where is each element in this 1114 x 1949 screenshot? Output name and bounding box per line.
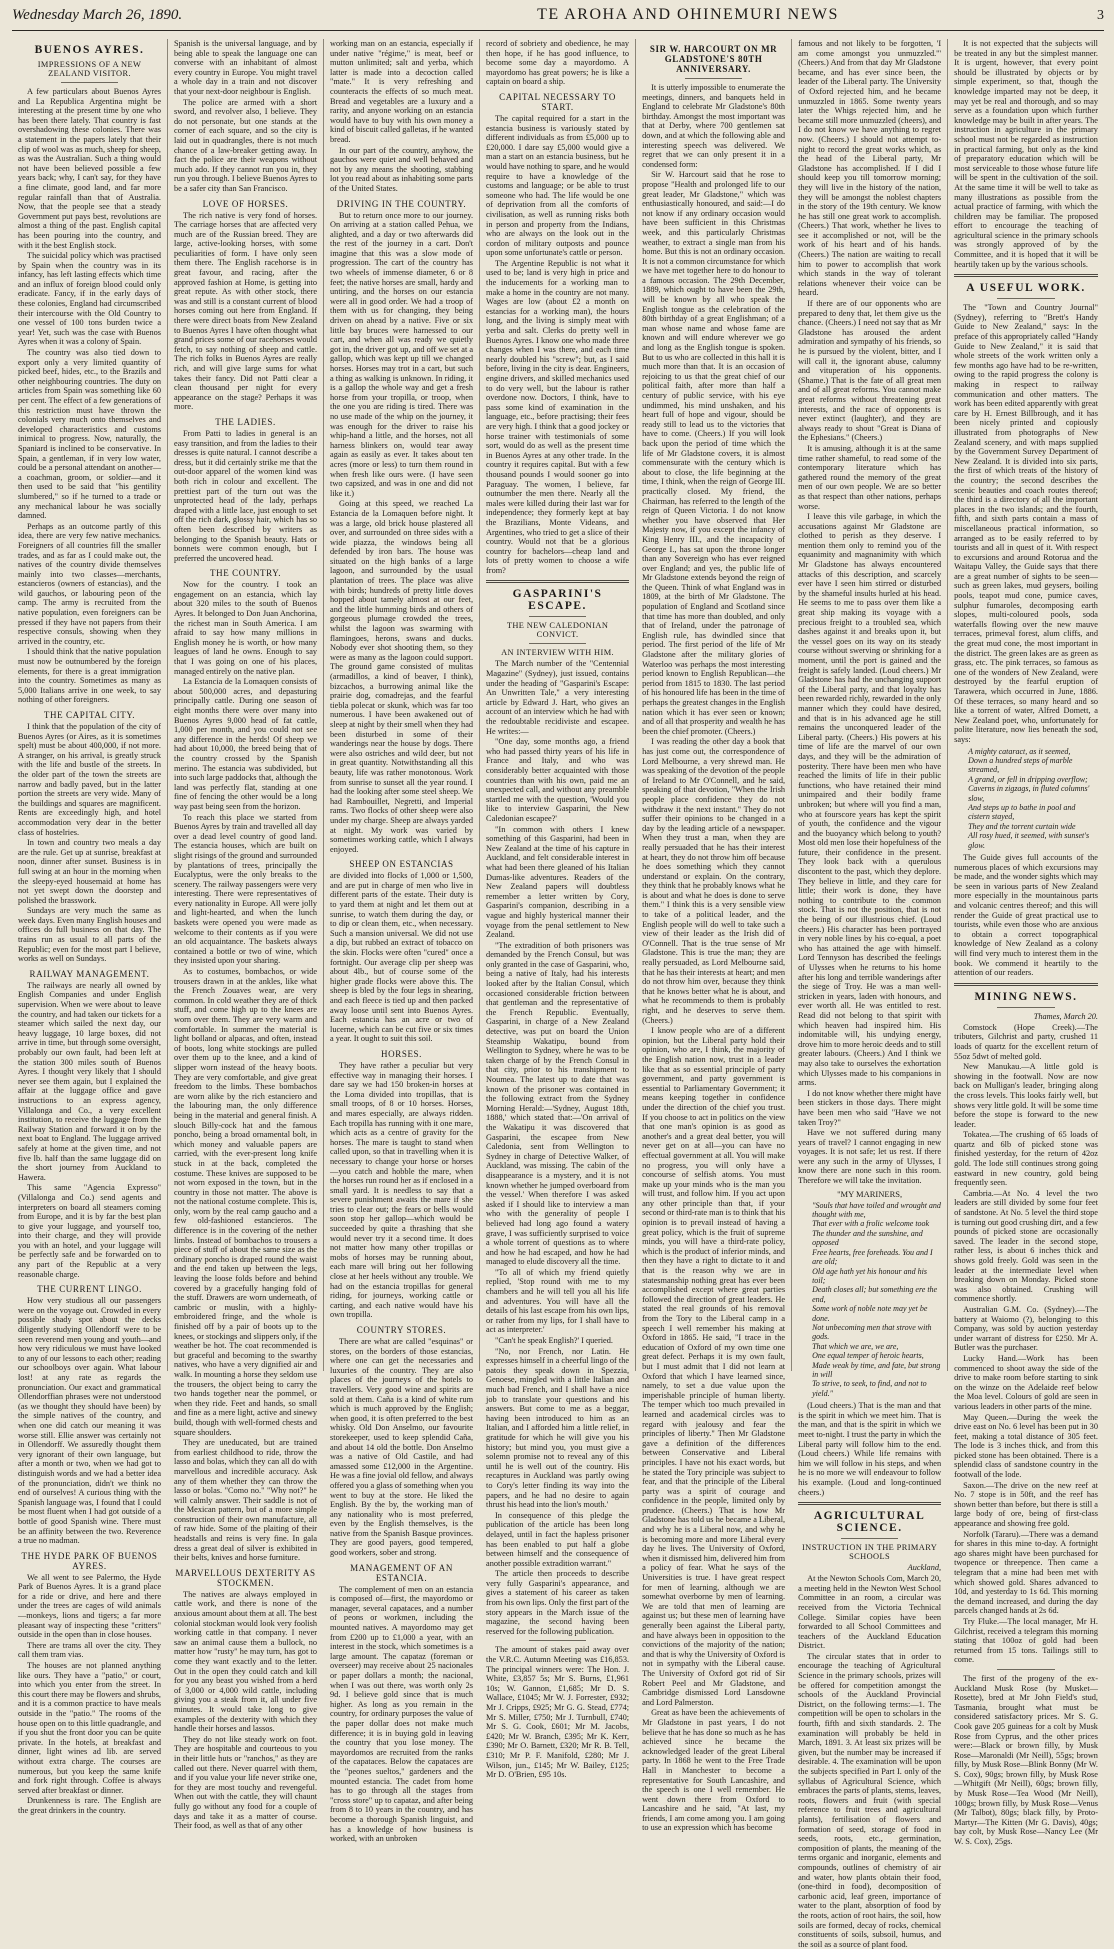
paragraph: "The extradition of both prisoners was demanded by the French Consul, but was only granted in the case of Gasparini, who, being a native of Italy, had his interests looked after by the Italian Consul, which occasioned considerable friction between that gentleman and the representative of the French Republic. Eventually, Gasparini, in charge of a New Zealand detective, was put on board the Union Steamship Wakatipu, bound from Wellington to Sydney, where he was to be taken charge of by the French Consul in that city, prior to his transhipment to Noumea. The latest up to date that was known of the prisoner was contained in the following extract from the Sydney Morning Herald:—'Sydney, August 18th, 1888,' which stated that:—'On arrival of the Wakatipu it was discovered that Gasparini, the escapee from New Caledonia, sent from Wellington to Sydney in charge of Detective Walker, of Auckland, was missing. The cabin of the disappearance is a mystery, and it is not known whether he jumped overboard from the vessel.' When therefore I was asked asked if I should like to interview a man who with the generality of people I believed had long ago found a watery grave, I was sufficiently surprised to voice a whole torrent of questions as to where and how he had escaped, and how he had managed to elude discovery all the time. <box>486 940 630 1267</box>
section-head: MANAGEMENT OF AN ESTANCIA. <box>350 1562 454 1583</box>
paragraph: Have we not suffered during many years of travel? I cannot engaging in new voyages. It is not safe; let us rest. If there were any such in the army of Ulysses, I know there are none such in this room. Therefore we will take the invitation. <box>798 1128 942 1186</box>
paragraph: record of sobriety and obedience, he may then hope, if he has good influence, to become some day a mayordomo. A mayordomo has great powers; he is like a captain on board a ship. <box>486 39 630 87</box>
paragraph: The circular states that in order to encourage the teaching of Agricultural Science in the primary schools, prizes will be offered for competition amongst the schools of the Auckland Provincial District, on the following terms:—1. The competition will be open to scholars in the fourth, fifth and sixth standards. 2. The examination will probably be held in March, 1891. 3. At least six prizes will be given, but the number may be increased if desirable. 4. The examination will be upon the subjects specified in Part I. only of the syllabus of Agricultural Science, which embraces the parts of plants, stems, leaves, roots, flowers and fruit (with special reference to fruit trees and agricultural plants), fertilisation of flowers and formation of seed, storage of food in seeds, roots, etc., germination, composition of plants, the meaning of the terms organic and inorganic, elements and compounds, outlines of chemistry of air and water, how plants obtain their food, (one-third in food), decomposition of carbonic acid, leaf green, importance of water to the plant, absorption of food by the roots, action of root hairs, the soil, how soils are formed, decay of rocks, chemical constituents of soils, subsoil, humus, and the soil as a source of plant food. <box>798 1651 942 1949</box>
divider <box>529 616 586 617</box>
section-head: THE CURRENT LINGO. <box>37 1284 142 1295</box>
paragraph: Saxon.—The drive on the new reef at No. 7 stope is in 50ft, and the reef has shown better than before, but there is still a large body of ore, being of first-class appearance and showing free gold. <box>954 1480 1098 1529</box>
paragraph: There are what are called "esquinas" or stores, on the borders of those estancias, where one can get the necessaries and luxuries of the country. They are also places of the journeys of the hotels to travellers. Very good wine and spirits are sold at them. Caña is a kind of white rum which is much approved by the English; when good, it is often preferred to the best whisky. Old Don Anselmo, our favourite storekeeper, used to keep splendid Caña, and about 14 old the bottle. Don Anselmo was a native of Old Castile, and had amassed some £12,000 in the Argentine. He was a fine jovial old fellow, and always offered you a glass of something when you went to buy at the store. He liked the English. By the by, the working man of any nationality who is most preferred, even by the English themselves, is the native from the Spanish Basque provinces. They are good payers, good tempered, good workers, sober and strong. <box>330 1337 474 1558</box>
paragraph: The railways are nearly all owned by English Companies and under English supervision. When we were about to leave the country, and had taken our tickets for a steamer which sailed the next day, our heavy luggage, 10 large boxes, did not arrive in time, but through some oversight, probably our own fault, had been left at the station 300 miles south of Buenos Ayres. I thought very likely that I should never see them again, but I explained the affair at the luggage office and gave instructions to an express agency, Villalonga and Co., a very excellent institution, to receive the luggage from the Railway Station and forward it on by the next boat to England. The luggage arrived safely at home at the given time, and not five lb. half than the same luggage did on the short journey from Auckland to Hawera. <box>18 980 162 1182</box>
paragraph: This same "Agencia Expresso" (Villalonga and Co.) send agents and interpreters on board all steamers coming from Europe, and it is by far the best plan to give your luggage, and yourself too, into their charge, and they will provide you with an hotel, and your luggage will be perfectly safe and be forwarded on to any part of the Republic at a very reasonable charge. <box>18 1183 162 1279</box>
paragraph: As to costumes, bombachos, or wide trousers drawn in at the ankles, like what the French Zouaves wear, are very common. In cold weather they are of thick stuff, and come high up to the knees are worn over them. They are very warm and comfortable. In summer the material is light bolland or alpacas, and often, instead of boots, long white stockings are pulled over them up to the knee, and a kind of slipper worn instead of the heavy boots. They are very comfortable, and give great freedom to the limbs. These bombachos are worn alike by the rich estanciero and the labouring man, the only difference being in the material and general finish. A slouch Billy-cock hat and the famous poncho, being a broad ornamental bolt, in which money and valuable papers are carried, with the ever-present long knife stuck in at the back, completed the costume. These knives are supposed to be not worn exposed in the town, but in the country in those not matter. The above is not the national costume complete. This is, only, worn by the real camp gaucho and a few old-fashioned estancieros. The difference is in the covering of the nether limbs. Instead of bombachos to trousers a piece of stuff of about the same size as the ordinary poncho is draped round the waist and the end taken up between the legs, leaving the loose folds before and behind covered by a gracefully hanging fold of the stuff. Drawers are worn underneath, of cambric or muslin, with a highly-embroidered fringe, and the whole is finished off by a pair of boots up to the knees, or stockings and slippers only, if the weather be hot. The coat recommended is but graceful and becoming to the swarthy natives, who have a very dignified air and walk. In mounting a horse they seldom use the trousers, the object being to carry the two hands together near the pommel, or when they ride. Feet and hands, so small and fine as a mere light, active and sinewy build, though with well-formed chests and square shoulders. <box>174 967 318 1437</box>
paragraph: Tokatea.—The crushing of 65 loads of quartz and 6lb of picked stone was finished yesterday, for the return of 42oz gold. The lode still continues strong going eastward in new country, gold being frequently seen. <box>954 1130 1098 1188</box>
column-6 <box>792 39 948 1949</box>
paragraph: La Estancia de la Lomaquen consists of about 500,000 acres, and depasturing principally cattle. During one season of eight months there were over many into Buenos Ayres 9,000 head of fat cattle, 1,000 per month, and you could not see any difference in the herds! Of sheep we had about 10,000, the breed being that of the country crossed by the Spanish merino. The estancia was subdivided, but into such large paddocks that, although the land was perfectly flat, standing at one fine of fencing the other would be a long way past being seen from the horizon. <box>174 677 318 811</box>
paragraph: The first of the progeny of the ex-Auckland Musk Rose (by Musket—Rosette), bred at Mr John Field's stud, Tasmania, brought what must be considered satisfactory prices. Mr S. G. Cook gave 205 guineas for a colt by Musk Rose from Cyprus, and the other prices were:—Black or brown filly, by Musk Rose—Maronaldi (Mr Neill), 55gs; brown filly, by Musk Rose—Blink Bonny (Mr W. S. Cox), 90gs; brown filly, by Musk Rose—Whitgift (Mr Neill), 60gs; brown filly, by Musk Rose—Tea Wood (Mr Neill), 100gs; brown filly, by Musk Rose—Venus (Mr Talbot), 80gs; black filly, by Proto-Martyr—The Kitten (Mr G. Davis), 40gs; bay colt, by Musk Rose—Nancy Lee (Mr W. S. Cox), 25gs. <box>954 1673 1098 1847</box>
paragraph: are divided into flocks of 1,000 or 1,500, and are put in charge of men who live in different parts of the estate. Their duty is to yard them at night and let them out at sunrise, to watch them during the day, or to dip or clean them, etc., when necessary. Such a mansion universal. We did not use a dip, but rubbed an extract of tobacco on the skin. Flocks were often "cured" once a fortnight. Our average clip per sheep was about 4lb., but of course some of the higher grade flocks were above this. The sheep is bled by the four legs in shearing, and each fleece is tied up and then packed away loose until sent into Buenos Ayres. Each estancia has an acre or two of lucerne, which can be cut five or six times a year. It ought to suit this soil. <box>330 871 474 1044</box>
subhead-impressions: IMPRESSIONS OF A NEW ZEALAND VISITOR. <box>37 60 142 78</box>
newspaper-title: TE AROHA AND OHINEMURI NEWS <box>537 6 839 23</box>
divider <box>954 274 1098 277</box>
subhead: INSTRUCTION IN THE PRIMARY SCHOOLS <box>801 1543 938 1562</box>
subhead: AN INTERVIEW WITH HIM. <box>501 648 615 658</box>
poem-verse: A mighty cataract, as it seemed, Down a hundred steps of marble streamed, A grand, or fell in dripping overflow; Caverns in zigzags, in fluted columns' slow, And steps up to bathe in pool and cistern stayed, They and the torrent curtain wide All rosy hued, it seemed, with sunset's glow. <box>968 746 1090 850</box>
paragraph: I think that the population of the city of Buenos Ayres (or Aires, as it is sometimes spelt) must be about 400,000, if not more. A stranger, on his arrival, is greatly struck with the life and bustle of the streets. In the older part of the town the streets are narrow and badly paved, but in the latter portion the streets are very wide. Many of the buildings and squares are magnificent. Rents are exceedingly high, and hotel accommodation very dear in the better class of hostelries. <box>18 722 162 837</box>
paragraph: The Guide gives full accounts of the numerous places of which excursions may be made, and the wonder sights which may be seen in various parts of New Zealand more especially in the mountainous parts and volcanic centres thereof; and this will render the Guide of great practical use to tourists, while even those who are anxious to obtain a correct topographical knowledge of New Zealand as a colony will find very much to interest them in the book. We commend it heartily to the attention of our readers. <box>954 853 1098 978</box>
section-head: THE CAPITAL CITY. <box>43 710 136 720</box>
paragraph: The suicidal policy which was practised by Spain when the country was in its infancy, has left lasting effects which time and an influx of foreign blood could only eradicate. Fancy, if in the early days of these colonies, England had circumscribed their intercourse with the Old Country to one vessel of 100 tons burden twice a year! Yet, such was the case with Buenos Ayres when it was a colony of Spain. <box>18 251 162 347</box>
headline-buenos-ayres: BUENOS AYRES. <box>34 44 145 56</box>
paragraph: It is not expected that the subjects will be treated in any but the simplest manner. It is urgent, however, that every point should be illustrated by objects or by simple experiment, so that, though the knowledge imparted may not be deep, it may yet be real and thorough, and so may serve as a foundation upon which further knowledge may be built in after years. The instruction in agriculture in the primary school must not be regarded as instruction in practical farming, but only as the kind of preparatory education which will be most serviceable to those whose future life will be spent in the cultivation of the soil. At the same time it will be well to take as many illustrations as possible from the actual practice of farming, with which the children may be familiar. The proposed effort to encourage the teaching of agricultural science in the primary schools was strongly approved of by the Committee, and it is hoped that it will be heartily taken up by the various schools. <box>954 39 1098 269</box>
section-head: HORSES. <box>381 1048 423 1059</box>
column-1 <box>12 39 168 1815</box>
section-head: LOVE OF HORSES. <box>202 198 289 209</box>
paragraph: "Can't he speak English?' I queried. <box>495 1336 613 1346</box>
paragraph: Australian G.M. Co. (Sydney).—The battery at Waiomo (?), belonging to this Company, was sold by auction yesterday under warrant of distress for £250. Mr A. Butler was the purchaser. <box>954 1304 1098 1353</box>
paragraph: The rich native is very fond of horses. The carriage horses that are affected very much are of the Russian breed. They are large, active-looking horses, with some peculiarities of form. I have only seen them there. The English racehorse is in great favour, and racing, after the approved fashion at Home, is getting into great repute. As with other stock, there was and still is a constant current of blood horses coming out here from England. If there were direct boats from New Zealand to Buenos Ayres I have often thought what grand prices some of our racehorses would fetch, to say nothing of sheep and cattle. The rich folks in Buenos Ayres are really rich, and will give large sums for what takes their fancy. Did not Patti clear a clean thousand per night for every appearance on the stage? Perhaps it was more. <box>174 210 318 412</box>
section-head: THE LADIES. <box>215 416 276 427</box>
paragraph: I leave this vile garbage, in which the accusations against Mr Gladstone are clothed to perish as they deserve. I mention them only to remind you of the equanimity and magnanimity with which Mr Gladstone has always encountered attacks of this description, and scarcely ever have I seen him stirred or disturbed by the shameful insults hurled at his head. He seems to me to pass over them like a great ship making its voyage with a precious freight to a troubled sea, which dashes against it and breaks upon it, but the vessel goes on its way on its steady course without swerving or shrinking for a moment, until the port is gained and the freight is safely landed. (Loud cheers.) Mr Gladstone has had the unchanging support of the Liberal party, and that loyalty has been rewarded richly, rewarded in the only manner which they could have desired, and that is in his advanced age he still remains the unconquered leader of the Liberal party. (Cheers.) His powers at his time of life are the marvel of our own days, and they will be the admiration of posterity. There have been men who have reached the limits of life in their public functions, who have retained their mind unimpaired and their bodily frame unbroken; but where will you find a man, who at fourscore years has kept the spirit of youth, the confidence and the vigour and the buoyancy which belong to youth? Most old men lose their hopefulness of the future, their confidence in the present. They look back with a querulous discontent to the past, which they deplore. They believe in little, and they care for little; their work is done, they have nothing to contribute to the common stock. That is not the position, that is not the being of our illustrious chief. (Loud cheers.) His character has been portrayed in very noble lines by his co-equal, a poet who has attained the age with himself. Lord Tennyson has described the feelings of Ulysses when he returns to his home after his long and terrible wanderings after the siege of Troy. He was a man well-stricken in years, laden with honours, and ever worth all. He was entitled to rest. Read did not belong to that spirit with which heaven had inspired him. His indomitable will, his undying energy, drove him to more heroic deeds and to still greater labours. (Cheers.) And I think we may also take to ourselves the exhortation which Ulysses made to his companions in arms. <box>798 512 942 1088</box>
column-container <box>12 39 1104 1949</box>
paragraph: A few particulars about Buenos Ayres and La Republica Argentina might be interesting at the present time by one who has been there lately. That country is fast overshadowing these colonies. There was a statement in the papers lately that their clip of wool was as much, sheep for sheep, as was the Australian. Such a thing would not have been believed possible a few years back; why, I can't say, for they have a fine climate, good land, and far more regular rainfall than that of Australia. Now, that the people see that a steady Government put pays best, revolutions are almost a thing of the past. English capital has been pouring into the country, and with it the best English stock. <box>18 87 162 250</box>
paragraph: The amount of stakes paid away over the V.R.C. Autumn Meeting was £16,853. The principal winners were: The Hon. J. White, £3,857 5s; Mr S. Burns, £1,961 10s; W. Gannon, £1,685; Mr D. S. Wallace, £1045; Mr W. J. Forrester, £932; Mr J. Cripps, £925; Mr G. G. Stead, £774; Mr S. Miller, £750; Mr J. Turnbull, £740; Mr S. G. Cook, £601; Mr M. Jacobs, £420; Mr W. Branch, £395; Mr K. Kerr, £390; Mr O. Barnett, £320; Mr R. B. Tell, £310; Mr P. F. Manifold, £280; Mr J. Wilson, jun., £145; Mr W. Bailey, £125; Mr D. O'Brien, £95 10s. <box>486 1645 630 1780</box>
column-7 <box>948 39 1104 1847</box>
divider <box>529 643 586 644</box>
paragraph: How very studious all our passengers were on the voyage out. Crowded in every possible shady spot about the decks diligently studying Ollendorff were to be seen reverend men young and youth—and how very ridiculous we must have looked to any of our lessons to each other; reading our schoolboys over again. What labour lost! at any rate as regards the pronunciation. Our exact and grammatical Ollendorffian phrases were not understood (as we thought they should have been) by the simple natives of the country, and when one did catch our meaning it was worse still. Ellie answer was certainly not in Ollendorff. We assuredly thought them very ignorant of their own language, but after a month or two, when we had got to distinguish words and we had a better idea of the pronunciation, didn't we think no end of ourselves! A curious thing with the Spanish language was, I found that I could be most fluent when I had got outside of a bottle of good Spanish wine. There must be an affinity between the two. Reverence a true no madman. <box>18 1296 162 1546</box>
masthead <box>12 6 1104 31</box>
divider <box>997 1007 1055 1008</box>
section-head: DRIVING IN THE COUNTRY. <box>336 198 467 209</box>
section-head: CAPITAL NECESSARY TO START. <box>499 91 616 112</box>
headline-gasparini: GASPARINI'S ESCAPE. <box>512 588 603 613</box>
paragraph: Going at this speed, we reached La Estancia de la Lomaquen before night. It was a large, old brick house plastered all over, and surrounded on three sides with a wide piazza, the windows being all defended by iron bars. The house was situated on the high banks of a large lagoon, and surrounded by the usual plantation of trees. The place was alive with birds; hundreds of pretty little doves hopped about tamely almost at our feet, and the little humming birds and others of gorgeous plumage crowded the trees, whilst the lagoon was swarming with flamingoes, herons, swans and ducks. Nobody ever shot shooting them, so they were as many as the lagoon could support. The ground game consisted of mulitas (armadillos, a kind of beaver, I think), bizcachos, a burrowing animal like the prairie dog, comadrejas, and the fearful tiebla polecat or skunk, which was far too numerous. I have been awakened out of sleep at night by their smell when they had been disturbed in some of their wanderings near the house by dogs. There were also ostriches and wild deer, but not in great quantity. Notwithstanding all this beauty, life was rather monotonous. Work from sunrise to sunset all the year round. I had the looking after some steel sheep. We had Rambouillet, Negretti, and Imperial rams. Two flocks of other sheep were also under my charge. Sheep are always yarded at night. My work was varied by sometimes working cattle, which I always enjoyed. <box>330 499 474 854</box>
paragraph: Sir W. Harcourt said that he rose to propose "Health and prolonged life to our great leader, Mr Gladstone," which was enthusiastically honoured, and said:—I do not know if any ordinary occasion would have been sufficient in this Christmas week, and this particularly Christmas weather, to extract a single man from his home. But this is not an ordinary occasion. It is not a common circumstance for which we have met together here to do honour to a famous occasion. The 29th December, 1889, which ought to have been the 29th, will be known by all who speak the English tongue as the celebration of the 80th birthday of a great Englishman; of a man whose name and whose fame are known and will endure wherever we go and long as the English tongue is spoken. But to us who are collected in this hall it is much more than that. It is an occasion of rejoicing to us that the great chief of our political faith, after more than half a century of public service, with his eye undimmed, his mind unshaken, and his heart full of hope and vigour, should be ready still to lead us to the victories that have to come. (Cheers.) If you will look back upon the period of time which the life of Mr Gladstone covers, it is almost commensurate with the century which is about to close, the life beginning at the time, I think, when the reign of George III. practically closed. My friend, the Chairman, has referred to the length of the reign of Queen Victoria. I do not know whether you have observed that Her Majesty now, if you except the infancy of King Henry III., and the incapacity of George I., has sat upon the throne longer than any Sovereign who has ever reigned over England; and yes, the public life of Mr Gladstone extends beyond the reign of the Queen. Think of what England was in 1809, at the birth of Mr Gladstone. The population of England and Scotland since that time has more than doubled, and only that of Ireland, under the patronage of English rule, has dwindled since that period. The first period of the life of Mr Gladstone after the military glories of Waterloo was perhaps the most interesting period known to English Republican—the period from 1815 to 1830. The last period of his honoured life has been in the time of perhaps the greatest changes in the English nation which it has ever seen or known; and of all that prosperity and wealth he has been the chief promoter. (Cheers.) <box>642 170 786 736</box>
divider <box>61 82 118 83</box>
divider <box>798 1502 941 1505</box>
paragraph: Perhaps as an outcome partly of this idea, there are very few native mechanics. Foreigners of all countries fill the smaller trades, and as far as I could make out, the natives of the country divide themselves mainly into two classes—merchants, estancieros (owners of estancias), and the wild gauchos, or labouring peon of the camp. The army is recruited from the native population, even foreigners can be pressed if they have not papers from their respective consuls, showing when they arrived in the country, etc. <box>18 521 162 646</box>
poem-heading: "MY MARINERS, <box>837 1188 903 1199</box>
section-head: MARVELLOUS DEXTERITY AS STOCKMEN. <box>175 1567 316 1588</box>
column-3 <box>324 39 480 1844</box>
column-5 <box>636 39 792 1833</box>
paragraph: I should think that the native population must now be outnumbered by the foreign elements, for there is a great immigration into the country. Sometimes as many as 5,000 Italians arrive in one week, to say nothing of other foreigners. <box>18 647 162 705</box>
headline-useful-work: A USEFUL WORK. <box>966 282 1086 295</box>
paragraph: Comstock (Hope Creek).—The tributers, Gilchrist and party, crushed 11 loads of quartz for the excellent return of 55oz 5dwt of melted gold. <box>954 1022 1098 1061</box>
paragraph: In consequence of this pledge the publication of the article has been long delayed, until in fact the hapless prisoner has been enabled to put half a globe between himself and the consequence of another possible extradition warrant." <box>486 1510 630 1568</box>
paragraph: "To all of which my friend quietly replied, 'Stop round with me to my chambers and he will tell you all his life and adventures. You will have all the details of his last escape from his own lips, or rather from my lips, for I shall have to act as interpreter.' <box>486 1267 630 1335</box>
paragraph: I know people who are of a different opinion, but the Liberal party hold their opinion, who are, I think, the majority of the English nation now, trust in a leader like that as so essential principle of party government, and party government is essential to Parliamentary Government; it means keeping together in confidence under the direction of the chief you trust. If you choose to act in politics on the view that one man's opinion is as good as another's and a great deal better, you will never get on at all—you can have no effectual government at all. You will make no progress, you will only have a concourse of selfish atoms. You must make up your minds who is the man you will trust, and follow him. If you act upon any other principle than that, if your second or third-rate man is to think that his opinion is to prevail instead of having a great policy, which is the fruit of supreme minds, you will have a third-rate policy, which is the product of inferior minds, and then they have a right to dictate to it and that is the reason why we are in statesmanship nothing great has ever been accomplished except where great parties followed the direction of great leaders. He stated the real grounds of his removal from the Tory to the Liberal camp in a speech I well remember his making at Oxford in 1865. He said, "I trace in the education of Oxford of my own time one great defect. Perhaps it is my own fault, but I must admit that I did not learn at Oxford that which I have learned since, namely, to set a due value upon the imperishable principle of human liberty. The temper which too much prevailed in learned and academical circles was to regard with jealousy and fear the principles of liberty." Then Mr Gladstone gave a definition of the differences between Conservative and Liberal principles. I have not his exact words, but he stated the Tory principle was subject to fear, and that the principle of the Liberal party was a spirit of courage and confidence in the people, limited only by prudence. (Cheers.) That is how Mr Gladstone has told us he became a Liberal, and why he is a Liberal now, and why he is becoming more and more Liberal every day he lives. The University of Oxford, when it dismissed him, delivered him from a policy of fear. What he says of the Universities is true. I have great respect for men of learning, although we are somewhat overborne by men of learning. We are told that men of learning are against us; but these men of learning have generally been against the Liberal party, and have always been in opposition to the convictions of the majority of the nation; and that is why the University of Oxford is not in sympathy with the Liberal cause. The University of Oxford got rid of Sir Robert Peel and Mr Gladstone, and Cambridge dismissed Lord Lansdowne and Lord Palmerston. <box>642 1026 786 1707</box>
paragraph: The March number of the "Centennial Magazine" (Sydney), just issued, contains under the heading of "Gasparini's Escape: An Unwritten Tale," a very interesting article by Edward J. Hart, who gives an account of an interview which he had with the redoubtable recidiviste and escapee. He writes:— <box>486 659 630 736</box>
divider <box>685 78 742 79</box>
column-2 <box>168 39 324 1831</box>
paragraph: They are uneducated, but are trained from earliest childhood to ride, throw the lasso and bolas, which they can all do with marvellous and incredible accuracy. Ask any of them whether they can throw the lasso or bolas. "Como no." "Why not?" he will calmly answer. Their saddle is not of the Mexican pattern, but of a more simple construction of their own manufacture, all of raw hide. Some of the plaiting of their headstalls and reins is very fine. In gala dress a great deal of silver is exhibited in their belts, knives and horse furniture. <box>174 1438 318 1563</box>
paragraph: The police are armed with a short sword, and revolver also, I believe. They do not personate, but one stands at the corner of each square, and so the city is laid out in quadrangles, there is not much chance of a law-breaker getting away. In fact the police are their weapons without much ado. If they cannot run you in, they run you through. I believe Buenos Ayres to be a safer city than San Francisco. <box>174 97 318 193</box>
paragraph: "No, nor French, nor Latin. He expresses himself in a cheerful lingo of the patois they speak down in Spezzia, Genoese, mingled with a little Italian and much bad French, and I shall have a nice job to translate your questions and his answers. But come to me as a beggar, having been introduced to him as an Italian, and I afforded him a little relief, in gratitude for which he will give you his history; but mind you, you must give a solemn promise not to reveal any of this until he is well out of the country. His recaptures in Auckland was partly owing to Cory's letter finding its way into the papers, and he had no desire to again thrust his head into the lion's mouth.' <box>486 1346 630 1510</box>
paragraph: In town and country two meals a day are the rule. Get up at sunrise, breakfast at noon, dinner after sunset. Business is in full swing at an hour in the morning when the sleepy-eyed housemaid at home has not yet swept down the doorstep and polished the brasswork. <box>18 838 162 905</box>
divider <box>997 298 1055 299</box>
paragraph: I was reading the other day a book that has just come out, the correspondence of Lord Melbourne, a very shrewd man. He was speaking of the devotion of the people of Ireland to Mr O'Connell, and he said, speaking of that devotion, "When the Irish people place confidence they do not withdraw it the next instant." They do not suffer their opinions to be changed in a day by the leading article of a newspaper. When they trust a man, when they are really persuaded that he has their interest at heart, they do not throw him off because he does something which they cannot understand or explain. On the contrary, they think that he probably knows what he is about and what he does is done to serve them." I think this is a very sensible view to take of a political leader, and the English people will do well to take such a view of their leader as the Irish did of O'Connell. That is the true sense of Mr Gladstone. This is true the man; they are really persuaded, as Lord Melbourne said, that he has their interests at heart; and men do not throw him over, because they think that he knows better what he is about, and what he recommends to them is probably right, and he deserves to serve them. (Cheers.) <box>642 737 786 1025</box>
paragraph: The houses are not planned anything like ours. They have a "patio," or court, into which you enter from the street. In this court there may be flowers and shrubs, and it is a common practice to have meals outside in the "patio." The rooms of the house open on to this little quadrangle, and if you shut the front door you can be quite private. In the hotels, at breakfast and dinner, light wines ad lib. are served without extra charge. The courses are numerous, but you keep the same knife and fork right through. Coffee is always served after breakfast or dinner. <box>18 1661 162 1795</box>
paragraph: It is utterly impossible to enumerate the meetings, dinners, and banquets held in England to celebrate Mr Gladstone's 80th birthday. Amongst the most important was that at Derby, where 700 gentlemen sat down, and at which the following able and interesting speech was delivered. We regret that we can only present it in a condensed form: <box>642 83 786 169</box>
paragraph: New Manukau.—A little gold is showing in the footwall. Now are now back on Mulligan's leader, bringing along the cross levels. This looks fairly well, but shows very little gold. It will be some time before the stope is forward to the new leader. <box>954 1062 1098 1129</box>
paragraph: They have rather a peculiar but very effective way in managing their horses. I dare say we had 150 broken-in horses at the Loma divided into tropillas, that is small troops, of 8 or 10 horses. Horses, and mares especially, are always ridden. Each tropilla has running with it one mare, which acts as a centre of gravity for the horses. The mare is taught to stand when called upon, so that in travelling when it is necessary to change your horse or horses—you catch and hobble the mare, when the horses run round her as if enclosed in a small yard. It is needless to say that a severe punishment awaits the mare if she tries to clear out; the fears or bells would soon stop her gallop—which would be succeeded by quite a thrashing that she would never try it a second time. It does not matter how many other tropillas or mobs of horses may be running about, each mare will bring out her following close at her heels without any trouble. We had on the estancia tropillas for general riding, for journeys, working cattle or carting, and each native would have his own tropilla. <box>330 1060 474 1320</box>
paragraph: Drunkenness is rare. The English are the great drinkers in the country. <box>18 1796 162 1815</box>
section-head: RAILWAY MANAGEMENT. <box>29 968 150 979</box>
paragraph: May Queen.—During the week the drive east on No. 6 level has been put in 30 feet, making a total distance of 305 feet. The lode is 3 inches thick, and from this picked stone has been obtained. There is a splendid class of sandstone country in the footwall of the lode. <box>954 1412 1098 1480</box>
section-head: COUNTRY STORES. <box>356 1325 447 1335</box>
divider <box>841 1538 898 1539</box>
paragraph: At the Newton Schools Com, March 20, a meeting held in the Newton West School Committee in an room, a circular was received from the Victoria Technical College. Similar copies have been forwarded to all School Committees and teachers of the Auckland Education District. <box>798 1574 942 1651</box>
paragraph: Great as have been the achievements of Mr Gladstone in past years, I do not believe that he has done so much as he has achieved since he became the acknowledged leader of the great Liberal party. In 1868 he went to the Free Trade Hall in Manchester to become a representative for South Lancashire, and the speech is one I well remember. He went down there from Oxford to Lancashire and he said, "At last, my friends, I am come among you. I am going to use an expression which has become <box>642 1708 786 1833</box>
divider <box>486 580 629 583</box>
divider <box>529 1640 586 1641</box>
paragraph: The "Town and Country Journal" (Sydney), referring to "Brett's Handy Guide to New Zealand," says: In the preface of this appropriately called "Handy Guide to New Zealand," it is said that whole streets of the work written only a few months ago have had to be re-written, owing to the rapid progress the colony is making in respect to railway communication and other matters. The work has been edited apparently with great care by H. Ernest Billbrough, and it has been nicely printed and copiously illustrated from photographs of New Zealand scenery, and with maps supplied by the Government Survey Department of New Zealand. It is divided into six parts, the first of which treats of the history of the country; the second describes the scenic beauties and coach routes thereof; the third is a directory of all the important places in the two islands; and the fourth, fifth, and sixth parts contain a mass of miscellaneous practical information, so arranged as to be easily referred to by tourists and all in quest of it. With respect to excursions and around Rotorua and the Waitapu Valley, the Guide says that there are a great number of sights to be seen—such as green lakes, mud geysers, boiling pools, teapot mud cone, pumice caves, sulphur fumaroles, decomposing earth slopes, multi-coloured pools, soda waterfalls flowing over the new mauve terraces, primeval forest, alum cliffs, and the great mud cone, the most important in the district. The green lakes are as green as grass, etc. The pink terraces, so famous as one of the wonders of New Zealand, were destroyed by the fearful eruption of Tarawera, which occurred in June, 1886. Of these terraces, so many heard and so like a torrent of water, Alfred Domett, a New Zealand poet, who, unfortunately for polite literature, now lies beneath the sod, says: <box>954 303 1098 744</box>
paragraph: In our part of the country, anyhow, the gauchos were quiet and well behaved and not by any means the shooting, stabbing lot you read about as inhabiting some parts of the United States. <box>330 145 474 193</box>
paragraph: I do not know whether there might have been stickers in those days. There might have been men who said "Have we not taken Troy?" <box>798 1088 942 1127</box>
paragraph: We all went to see Palermo, the Hyde Park of Buenos Ayres. It is a grand place for a ride or drive, and here and there under the trees are cages of wild animals—monkeys, lions and tigers; a far more pleasant way of inspecting these "critters" outside in the open than in close houses. <box>18 1572 162 1640</box>
paragraph: The country was also tied down to export only a very limited quantity of picked beef, hides, etc., to the Brazils and other neighbouring countries. The duty on articles from Spain was something like 60 per cent. The effect of a few generations of this restriction must have thrown the colonials very much onto themselves and developed characteristics and customs inimical to progress. Now, naturally, the Spaniard is inclined to be conservative. In Spain, a gentleman, if in very low water, could be a personal attendant on another—a coachman, groom, or soldier—and it then used to be said that "his gentility slumbered," so if he turned to a trade or any mechanical labour he was socially damned. <box>18 348 162 521</box>
divider <box>954 983 1098 986</box>
paragraph: From Patti to ladies in general is an easy transition, and from the ladies to their dresses is quite natural. I cannot describe a dress, but it did certainly strike me that the out-door apparel of the women kind was both rich in colour and excellent. The prettiest part of the turn out was the unprotected head of the lady, perhaps draped with a little lace, just enough to set off the rich dark, glossy hair, which has so often been described by writers as belonging to the Spanish beauty. Hats or bonnets were common enough, but I preferred the uncovered head. <box>174 428 318 563</box>
paragraph: The Argentine Republic is not what it used to be; land is very high in price and the inducements for a working man to make a home in the country are not many. Wages are low (about £2 a month on estancias for a working man), the hours long, and the living is simply meat with yerba and salt. Clerks do pretty well in Buenos Ayres. I know one who made three changes when I was there, and each time nearly doubled his "screw"; but, as I said before, living in the city is dear. Engineers, engine drivers, and skilled mechanics used to do very well, but the labour is rather overdone now. Doctors, I think, have to pass some kind of examination in the language, etc., before practising; their fees are very high. I think that a good jockey or horse trainer with testimonials of some sort, would do as well as the present time in Buenos Ayres at any other trade. In the country it requires capital. But with a few thousand pounds I would sooner go into Paraguay. The women, I believe, far outnumber the men there. Nearly all the males were killed during their last war for independence; they formerly kept at bay the Brazilians, Monte Videans, and Argentines, who tried to get a slice of their country. Would not that be a glorious country for bachelors—cheap land and lots of pretty women to choose a wife from? <box>486 258 630 575</box>
paragraph: If there are of our opponents who are prepared to deny that, let them give us the chance. (Cheers.) I need not say that as Mr Gladstone has aroused the ardent admiration and sympathy of his friends, so he is pursued by the violent, bitter, and I will call it, the ignorant abuse, calumny and vituperation of his opponents. (Shame.) That is the fate of all great men and of all great reforms. You cannot make great reforms without threatening great interests, and the race of opponents is never extinct (laughter), and they are always ready to shout "Great is Diana of the Ephesians." (Cheers.) <box>798 299 942 443</box>
divider <box>997 1669 1055 1670</box>
dateline: Thames, March 20. <box>1033 1011 1098 1021</box>
paragraph: "One day, some months ago, a friend who had passed thirty years of his life in France and Italy, and who was considerably better acquainted with those countries than with his own, paid me an unexpected call, and without any preamble startled me with the question, 'Would you like to interview Gasparini, the New Caledonian escapee?' <box>486 737 630 823</box>
headline-harcourt: SIR W. HARCOURT ON MR GLADSTONE'S 80TH ANNIVERSARY. <box>649 44 778 74</box>
paragraph: The capital required for a start in the estancia business is variously stated by different individuals as from £5,000 up to £20,000. I dare say £5,000 would give a man a start on an estancia business, but he would have nothing to spare, and he would require to have a knowledge of the customs and language; or be able to trust someone who had. The life would be one of deprivation from all the comforts of civilisation, as well as running risks both in person and property from the Indians, who are always on the look out in the cordon of military outposts and pounce upon some unfortunate's cattle or person. <box>486 113 630 258</box>
paragraph: The article then proceeds to describe very fully Gasparini's appearance, and gives a statement of his career as taken from his own lips. Only the first part of the story appears in the March issue of the magazine, the second having been reserved for the following publication. <box>486 1569 630 1636</box>
headline-agricultural-science: AGRICULTURAL SCIENCE. <box>813 1510 926 1535</box>
column-4 <box>480 39 636 1780</box>
paragraph: Try Fluke.—The local manager, Mr H. Gilchrist, received a telegram this morning stating that 100oz of gold had been returned from 15 tons. Tailings still to come. <box>954 1616 1098 1665</box>
paragraph: Norfolk (Tararu).—There was a demand for shares in this mine to-day. A fortnight ago shares might have been purchased for twopence or threepence. Then came a telegram that a mine had been met with which showed gold. Shares advanced to 10d, and yesterday to 1s 6d. This morning the demand increased, and during the day parcels changed hands at 2s 6d. <box>954 1529 1098 1616</box>
page-number: 3 <box>1097 8 1104 23</box>
paragraph: (Loud cheers.) That is the man and that is the spirit in which we meet him. That is the man, and that is the spirit in which we meet to-night. I trust the party in which the Liberal party will follow him to the end. (Loud cheers.) While life remains with him we will follow in his steps, and when he is no more we will endeavour to follow his example. (Loud and long-continued cheers.) <box>798 1401 942 1497</box>
paragraph: There are trams all over the city. They call them tram vias. <box>18 1640 162 1660</box>
poem-verse: "Souls that have toiled and wrought and thought with me, That ever with a frolic welcome took The thunder and the sunshine, and opposed Free hearts, free foreheads. You and I are old; Old age hath yet his honour and his toil; Death closes all; but something ere the end, Some work of noble note may yet be done. Not unbecoming men that strove with gods. That which we are, we are, One equal temper of heroic hearts, Made weak by time, and fate, but strong in will To strive, to seek, to find, and not to yield." <box>812 1200 941 1398</box>
dateline: Auckland, <box>907 1563 942 1573</box>
section-head: THE COUNTRY. <box>210 568 282 579</box>
paragraph: famous and not likely to be forgotten, 'I am come amongst you unmuzzled.'" (Cheers.) And from that day Mr Gladstone became, and has ever since been, the leader of the Liberal party. The University of Oxford rejected him, and he became unmuzzled in 1865. Some twenty years later the Whigs rejected him, and he became still more unmuzzled (cheers), and I do not know we have anything to regret now. (Cheers.) I should not attempt to-night to record the great works which, as the head of the Liberal party, Mr Gladstone has accomplished. If I did I should keep you till tomorrow morning; they will live in the history of the nation, they will be amongst the noblest chapters in the story of the 19th century. We know he has still one great work to accomplish. (Cheers.) That work, whether he lives to see it accomplished or not, will be the work of his heart and of his hands. (Cheers.) The nation are waiting to recall him to power to accomplish that work which stands in the way of tolerant relations whenever their voice can be heard. <box>798 39 942 298</box>
paragraph: It is amusing, although it is at the same time rather shameful, to read some of the contemporary literature which has gathered round the memory of the great men of our own people. We are so better as that respect than other nations, perhaps worse. <box>798 443 942 511</box>
paragraph: Lucky Hand.—Work has been commenced to shoot away the side of the drive to make room before starting to sink on the winze on the Adelaide reef below the Moa level. Colours of gold are seen in various leaders in other parts of the mine. <box>954 1353 1098 1411</box>
paragraph: The natives are always employed in cattle work, and there is none of the anxious amount about them at all. The best colonial stockman would look very foolish working cattle in that company. I never saw an animal cause them a bullock, no matter how "rusty" he may turn, has got to come they want exactly and to the letter. Out in the open they could catch and kill for you any beast you wished from a herd of 3,000 or 4,000 wild cattle, including giving you a steak from it, all under five minutes. It would take long to give examples of the dexterity with which they handle their horses and lassos. <box>174 1589 318 1734</box>
subhead: THE NEW CALEDONIAN CONVICT. <box>506 621 609 640</box>
issue-date: Wednesday March 26, 1890. <box>12 7 183 23</box>
paragraph: To reach this place we started from Buenos Ayres by train and travelled all day over a dead level country of good land. The estancia houses, which are built on slight risings of the ground and surrounded by plantations of trees, principally the Eucalyptus, were the only breaks to the scenery. The railway passengers were very interesting. There were representatives of every nationality in Europe. All were jolly and light-hearted, and when the lunch baskets were opened you were made as welcome to their contents as if you were an old acquaintance. The baskets always contained a bottle or two of wine, which they insisted upon your sharing. <box>174 812 318 966</box>
paragraph: The complement of men on an estancia is composed of—first, the mayordomo or manager, several capataces, and a number of peons or workmen, including the mounted natives. A mayordomo may get from £200 up to £1,000 a year, with an interest in the stock, which sometimes is a large amount. The capataz (foreman or overseer) may receive about 25 nacionales or paper dollars a month; the nacional, when I was out there, was worth only 2s 9d. I believe gold since that is much higher. As long as you remain in the country, for ordinary purposes the value of the paper dollar does not make much difference; it is in buying gold in leaving the country that you lose money. The mayordomos are recruited from the ranks of the capataces. Below the capataces are the "peones sueltos," gardeners and the mounted estancia. The cadet from home has to go through all the stages from "cross store" up to capataz, and after being from 8 to 10 years in the country, and has become a thorough Spanish linguist, and has a knowledge of how business is worked, with an unbroken <box>330 1584 474 1844</box>
paragraph: Cambria.—At No. 4 level the two leaders are still divided by some four feet of sandstone. At No. 5 level the third stope is turning out good crushing dirt, and a few pounds of picked stone are occasionally saved. The leader in the second stope, rather less, is about 6 inches thick and shows gold freely. Gold was seen in the leader at the intermediate level when breaking down on Monday. Picked stone was also obtained. Crushing will commence shortly. <box>954 1188 1098 1304</box>
paragraph: "In common with others I knew something of this Gasparini, had been in New Zealand at the time of his capture in Auckland, and felt considerable interest in what had been there gleaned of his Italian Dumas-like adventures. Readers of the New Zealand papers will doubtless remember a letter written by Cory, Gasparini's companion, describing in a vague and highly hysterical manner their voyage from the penal settlement to New Zealand. <box>486 824 630 940</box>
section-head: THE HYDE PARK OF BUENOS AYRES. <box>21 1550 158 1571</box>
paragraph: Now for the country. I took an engagement on an estancia, which lay about 320 miles to the south of Buenos Ayres. It belonged to Don Juan Anchorina, the richest man in South America. I am afraid to say how many millions in English money he is worth, or how many leagues of land he owns. Enough to say that I was going on one of his places, managed entirely on the native plan. <box>174 580 318 676</box>
headline-mining-news: MINING NEWS. <box>974 990 1078 1003</box>
section-head: SHEEP ON ESTANCIAS <box>349 859 454 870</box>
paragraph: working man on an estancia, especially if under native "régime," is meat, beef or mutton unlimited; salt and yerba, which latter is made into a decoction called "mate." It is very refreshing and counteracts the effects of so much meat. Bread and vegetables are a luxury and a rarity, and anyone working on an estancia would have to buy with his own money a kind of biscuit called galletas, if he wanted bread. <box>330 39 474 144</box>
paragraph: They do not like steady work on foot. They are hospitable and courteous to you in their little huts or "ranchos," as they are called out there. Never quarrel with them, and if you value your life never strike one, for they are most touchy and revengeful. When out with the cattle, they will chaunt fully go without any food for a couple of days and take it as a matter of course. Their food, as well as that of any other <box>174 1734 318 1831</box>
paragraph: Spanish is the universal language, and by being able to speak the language one can converse with an inhabitant of almost every country in Europe. You might travel a whole day in a train and not discover that your next-door neighbour is English. <box>174 39 318 96</box>
paragraph: But to return once more to our journey. On arriving at a station called Pehua, we alighted, and a day or two afterwards did the rest of the journey in a cart. Don't imagine that this was a slow mode of progression. The cart of the country has two wheels of immense diameter, 6 or 8 feet; the native horses are small, hardy and untiring, and the horses on our estancia were all in good order. We had a troop of them with us for changing, they being driven on ahead by a native. Five or six little bay bruces were harnessed to our cart, and when all was ready we quietly got in, the driver got up, and off we set at a gallop, which was kept up till we changed horses. Horses may trot in a cart, but such a thing as walking is unknown. In riding, it is a gallop the whole way and get a fresh horse from your tropilla, or troop, when the one you are riding is tired. There was no use made of the whip on the journey, it was enough for the driver to raise his whip-hand a little, and the horses, not all harness blinkers on, would tear away again as easily as ever. It takes about ten acres (more or less) to turn them round in when fresh like ours were. (I have seen two capsized, and was in one and did not like it.) <box>330 210 474 498</box>
paragraph: Sundays are very much the same as week days. Even many English houses and offices do full business on that day. The trains run as usual to all parts of the Republic; even for the most part I believe, works as well on Sundays. <box>18 906 162 964</box>
